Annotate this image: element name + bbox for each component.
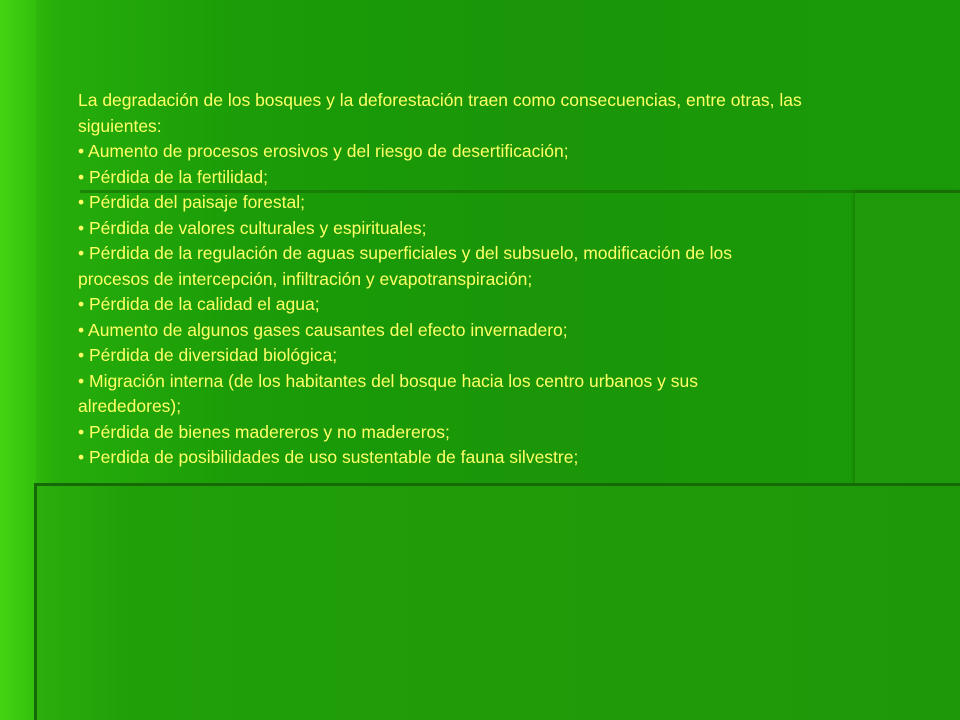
bullet-wildlife-use: • Perdida de posibilidades de uso sustentable de fauna silvestre; [78, 447, 579, 467]
bullet-erosion: • Aumento de procesos erosivos y del riesgo de desertificación; [78, 141, 569, 161]
left-accent-bar [0, 0, 36, 720]
bullet-greenhouse-gases: • Aumento de algunos gases causantes del efecto invernadero; [78, 319, 568, 340]
bullet-fertility: • Pérdida de la fertilidad; [78, 166, 268, 187]
bullet-migration-cont: alrededores); [78, 396, 182, 416]
bottom-background-panel [34, 483, 960, 720]
bullet-water-quality: • Pérdida de la calidad el agua; [78, 294, 320, 314]
paragraph-intro: La degradación de los bosques y la deforestación traen como consecuencias, entre otras, las [78, 90, 802, 110]
slide-body-text [78, 88, 848, 471]
bullet-water-regulation: • Pérdida de la regulación de aguas superficiales y del subsuelo, modificación de los [78, 243, 733, 263]
paragraph-intro-cont: siguientes: [78, 115, 162, 136]
bullet-cultural-values: • Pérdida de valores culturales y espirituales; [78, 217, 427, 238]
bullet-biodiversity: • Pérdida de diversidad biológica; [78, 345, 338, 365]
bullet-timber-goods: • Pérdida de bienes madereros y no madereros; [78, 421, 450, 442]
bullet-water-regulation-cont: procesos de intercepción, infiltración y evapotranspiración; [78, 268, 533, 289]
bullet-landscape: • Pérdida del paisaje forestal; [78, 192, 305, 212]
bullet-migration: • Migración interna (de los habitantes del bosque hacia los centro urbanos y sus [78, 370, 698, 391]
